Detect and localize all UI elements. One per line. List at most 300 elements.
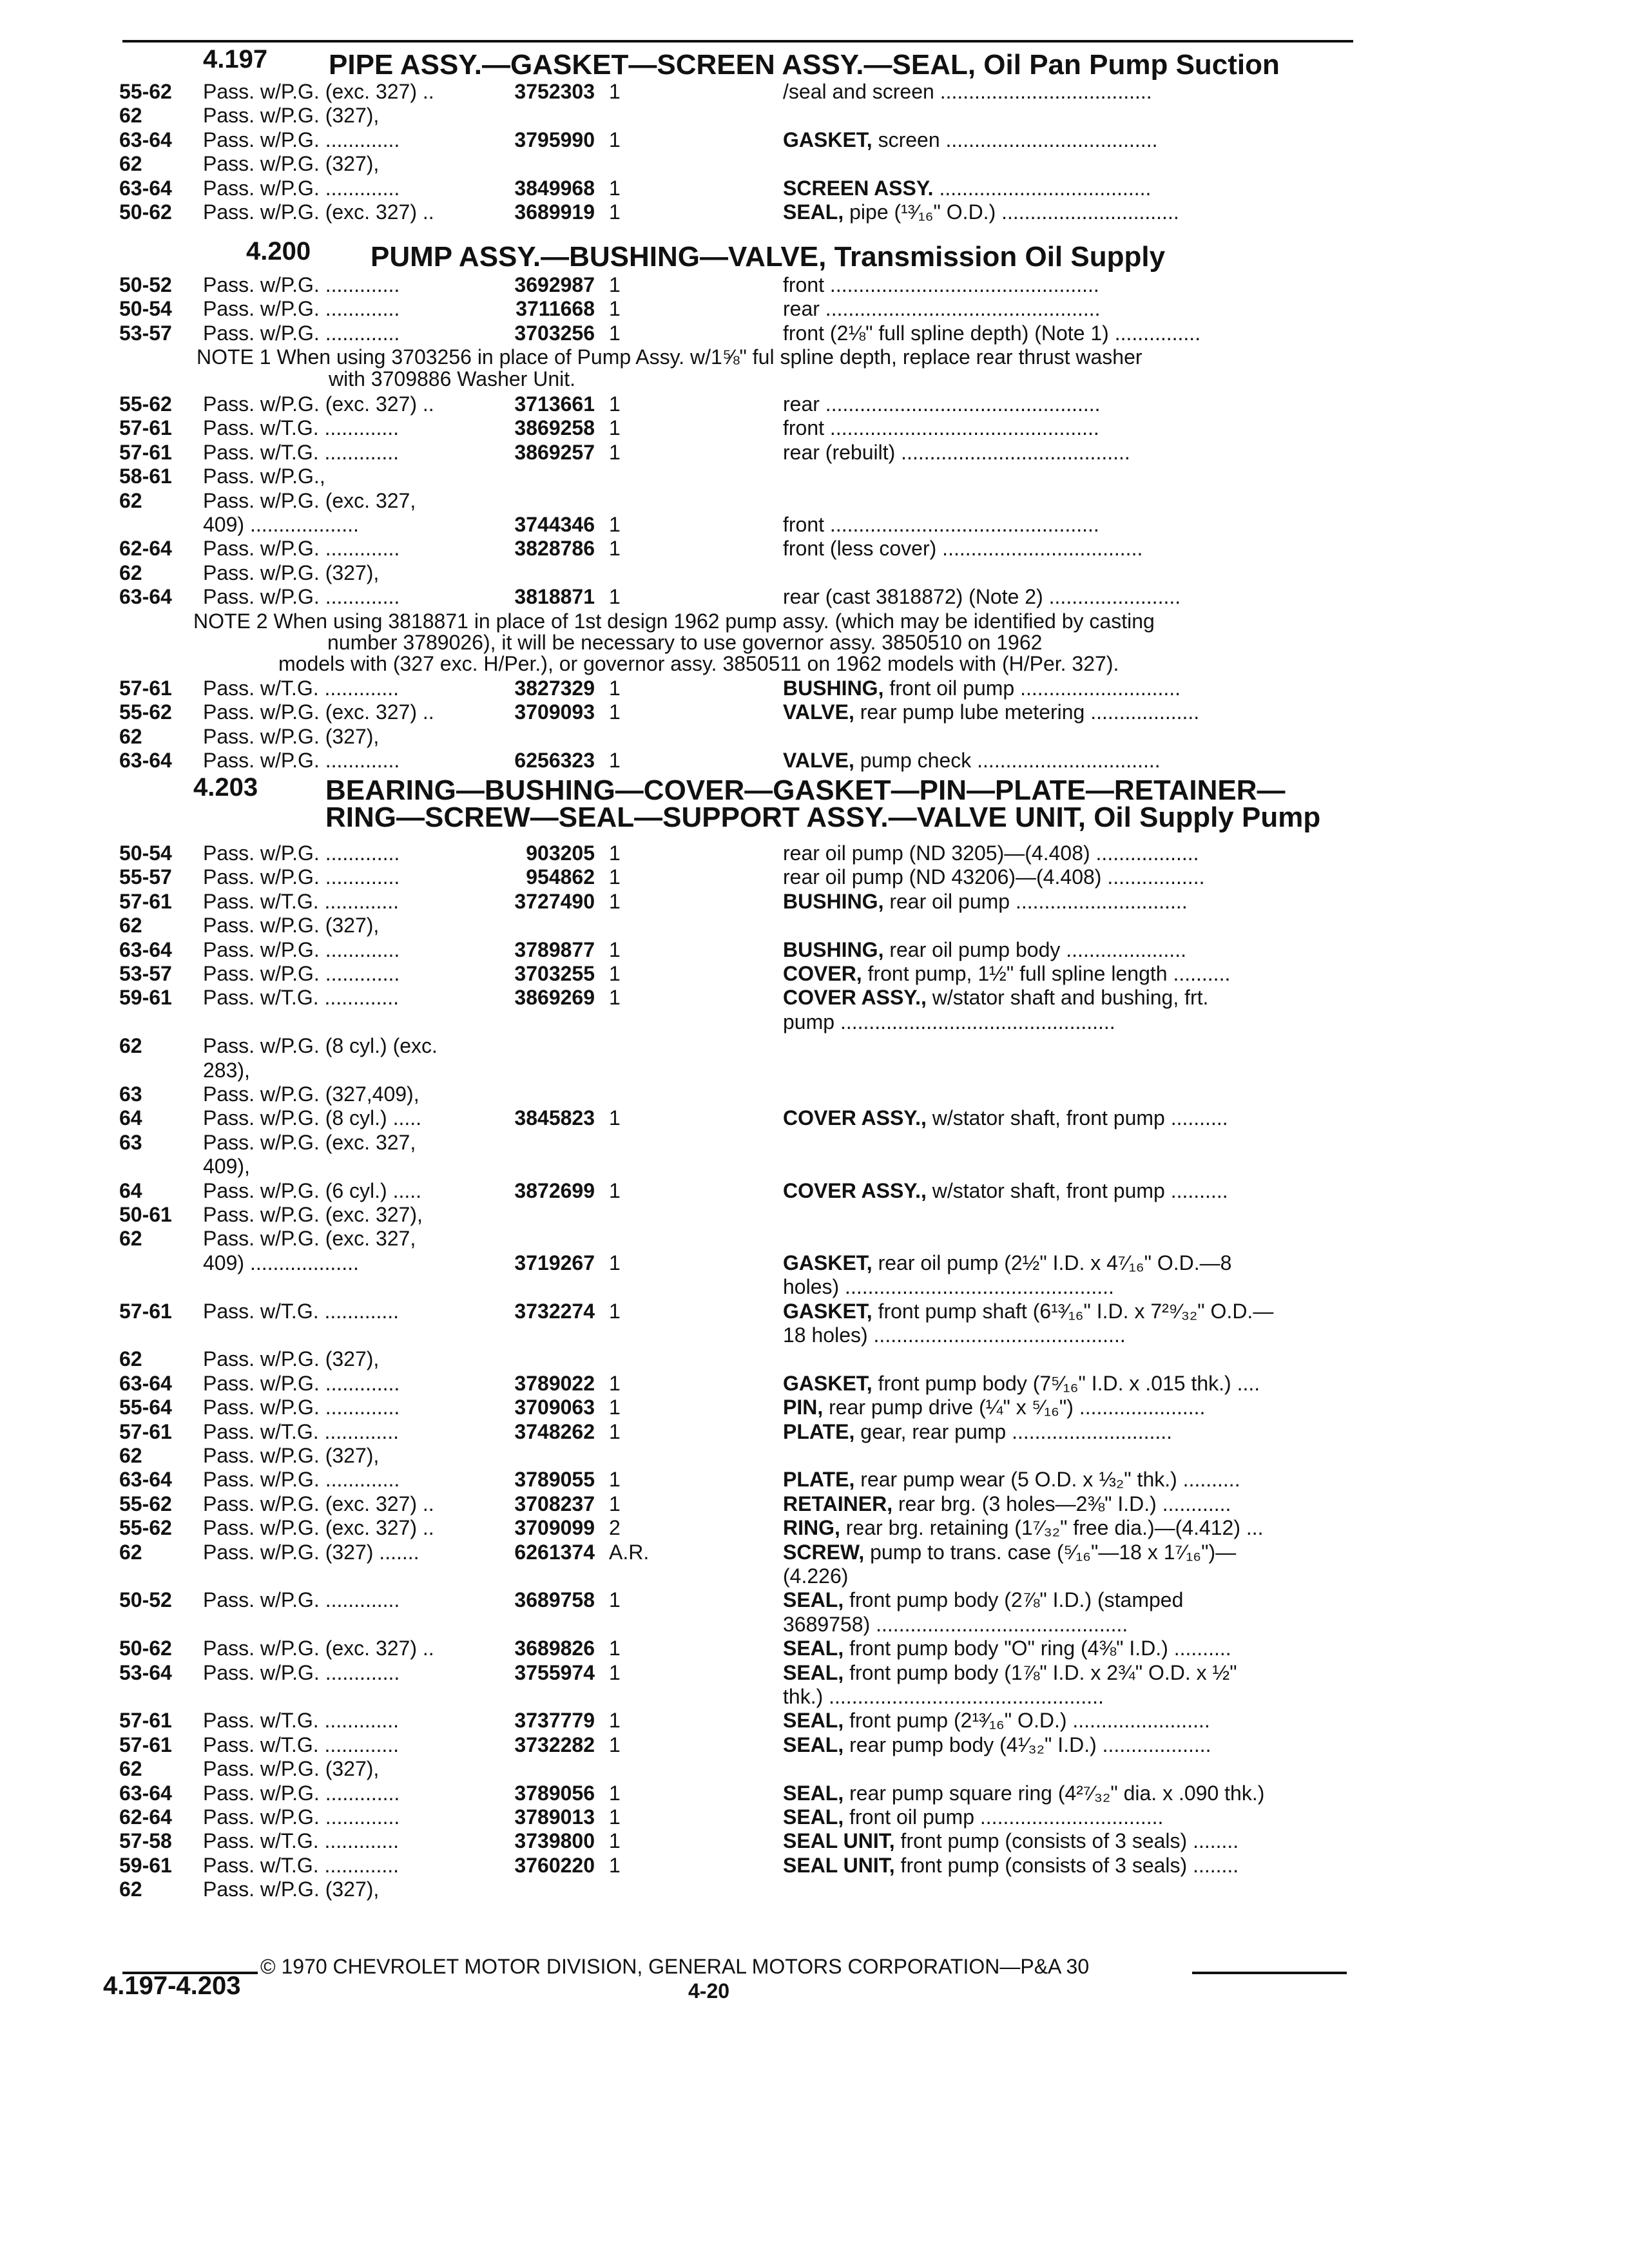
row-part-number: 3789055	[514, 1468, 595, 1492]
row-description-text: front pump (2¹³⁄₁₆" O.D.) ........................	[843, 1709, 1210, 1733]
table-row	[119, 1588, 1356, 1613]
row-description-keyword: VALVE,	[783, 749, 854, 772]
row-part-number: 3828786	[514, 537, 595, 561]
row-model: Pass. w/P.G. .............	[203, 841, 400, 865]
table-row	[119, 962, 1356, 986]
table-row	[119, 104, 1356, 128]
row-quantity: 1	[609, 273, 621, 296]
table-row	[119, 1155, 1356, 1179]
row-quantity: 1	[609, 865, 621, 889]
table-row	[119, 1878, 1356, 1902]
table-row	[119, 1782, 1356, 1806]
table-row	[119, 561, 1356, 586]
row-model: Pass. w/P.G. .............	[203, 937, 400, 961]
row-part-number: 3869269	[514, 986, 595, 1010]
table-row	[119, 128, 1356, 153]
row-part-number: 3737779	[514, 1709, 595, 1733]
row-years: 53-57	[119, 962, 172, 985]
table-row	[119, 890, 1356, 914]
row-years: 63-64	[119, 1371, 172, 1395]
row-description-text: front ...............................................	[783, 273, 1099, 296]
row-description-keyword: GASKET,	[783, 1299, 872, 1323]
row-model: Pass. w/T.G. .............	[203, 440, 400, 464]
row-model: Pass. w/P.G. .............	[203, 176, 400, 200]
row-model: 409) ...................	[203, 1251, 359, 1274]
row-description-text: front oil pump ............................	[883, 676, 1181, 700]
row-description	[783, 1854, 1350, 1878]
row-years: 50-52	[119, 1588, 172, 1612]
row-description-keyword: SEAL UNIT,	[783, 1853, 895, 1877]
table-row	[119, 513, 1356, 537]
row-description-keyword: RETAINER,	[783, 1492, 893, 1515]
row-model: Pass. w/P.G. (exc. 327) ..	[203, 1492, 434, 1515]
row-description	[783, 1637, 1350, 1660]
row-description	[783, 1300, 1350, 1323]
row-model: Pass. w/P.G. (exc. 327) ..	[203, 700, 434, 724]
row-quantity: 1	[609, 1178, 621, 1202]
row-quantity: 1	[609, 297, 621, 321]
row-part-number: 3795990	[514, 128, 595, 151]
row-years: 63	[119, 1130, 142, 1154]
row-model: Pass. w/P.G. .............	[203, 128, 400, 151]
row-years: 62	[119, 561, 142, 584]
table-row	[119, 1541, 1356, 1565]
row-quantity: 1	[609, 1251, 621, 1274]
table-row	[119, 1251, 1356, 1276]
row-description	[783, 1829, 1350, 1853]
row-quantity: 1	[609, 416, 621, 440]
row-description	[783, 1661, 1350, 1685]
row-years: 55-62	[119, 80, 172, 103]
row-description-text: 3689758) ............................................	[783, 1612, 1128, 1636]
row-years: 55-62	[119, 392, 172, 416]
row-years: 55-64	[119, 1396, 172, 1419]
row-description-text: pump to trans. case (⁵⁄₁₆"—18 x 1⁷⁄₁₆")—	[864, 1540, 1237, 1564]
row-quantity: 1	[609, 1709, 621, 1733]
row-years: 62	[119, 152, 142, 176]
row-years: 62	[119, 1757, 142, 1781]
row-description-text: rear oil pump (2½" I.D. x 4⁷⁄₁₆" O.D.—8	[872, 1251, 1232, 1274]
row-description	[783, 749, 1350, 773]
row-model: Pass. w/P.G. (exc. 327),	[203, 1203, 423, 1226]
row-quantity: 1	[609, 700, 621, 724]
row-years: 50-62	[119, 200, 172, 224]
row-description	[783, 177, 1350, 200]
row-quantity: 1	[609, 1805, 621, 1829]
row-quantity: 1	[609, 440, 621, 464]
row-description-text: rear oil pump ..............................	[883, 889, 1188, 913]
row-years: 57-61	[119, 1709, 172, 1733]
row-description	[783, 1733, 1350, 1757]
note-2-line-1: NOTE 2 When using 3818871 in place of 1st design 1962 pump assy. (which may be identified by casting	[193, 609, 1155, 633]
table-row	[119, 297, 1356, 322]
section-title: PUMP ASSY.—BUSHING—VALVE, Transmission Oil Supply	[371, 241, 1166, 273]
row-part-number: 3869258	[514, 416, 595, 440]
row-description-keyword: SEAL,	[783, 1588, 844, 1612]
row-description	[783, 1275, 1350, 1299]
row-model: Pass. w/P.G. .............	[203, 1396, 400, 1419]
row-years: 62	[119, 1347, 142, 1371]
row-description	[783, 1782, 1350, 1805]
row-model: Pass. w/T.G. .............	[203, 889, 400, 913]
row-description	[783, 441, 1350, 465]
row-model: Pass. w/T.G. .............	[203, 1829, 400, 1853]
row-quantity: 1	[609, 1829, 621, 1853]
row-years: 59-61	[119, 986, 172, 1010]
row-description-keyword: SEAL,	[783, 1709, 844, 1733]
row-years: 62	[119, 104, 142, 128]
row-description-text: rear brg. (3 holes—2⅜" I.D.) ............	[892, 1492, 1231, 1515]
row-model: Pass. w/P.G. (exc. 327,	[203, 1130, 416, 1154]
row-model: Pass. w/P.G. (exc. 327) ..	[203, 80, 434, 103]
table-row	[119, 1854, 1356, 1878]
row-description	[783, 416, 1350, 440]
row-part-number: 3845823	[514, 1106, 595, 1130]
table-row	[119, 1034, 1356, 1059]
row-model: Pass. w/T.G. .............	[203, 986, 400, 1010]
row-quantity: 1	[609, 80, 621, 103]
row-years: 55-62	[119, 1492, 172, 1515]
row-years: 63-64	[119, 1468, 172, 1492]
row-description-keyword: PLATE,	[783, 1468, 855, 1492]
row-model: Pass. w/P.G. .............	[203, 962, 400, 985]
row-quantity: 1	[609, 1781, 621, 1805]
row-quantity: 1	[609, 1637, 621, 1660]
row-model: Pass. w/P.G. .............	[203, 321, 400, 345]
row-description-text: front pump body (7⁵⁄₁₆" I.D. x .015 thk.) ....	[872, 1371, 1260, 1395]
row-description-text: front pump body (1⅞" I.D. x 2¾" O.D. x ½"	[843, 1660, 1237, 1684]
row-description-text: rear pump square ring (4²⁷⁄₃₂" dia. x .090 thk.)	[843, 1781, 1265, 1805]
row-description	[783, 1468, 1350, 1492]
row-quantity: 1	[609, 513, 621, 536]
row-years: 63	[119, 1082, 142, 1106]
row-description-text: w/stator shaft and bushing, frt.	[926, 986, 1209, 1010]
row-description-text: rear brg. retaining (1⁷⁄₃₂" free dia.)—(4.412) ...	[840, 1516, 1264, 1540]
table-row	[119, 1179, 1356, 1204]
row-part-number: 3703255	[514, 962, 595, 985]
row-description	[783, 513, 1350, 537]
row-model: Pass. w/T.G. .............	[203, 1299, 400, 1323]
row-part-number: 3869257	[514, 440, 595, 464]
section-title-line-1: BEARING—BUSHING—COVER—GASKET—PIN—PLATE—RETAINER—	[325, 774, 1286, 806]
row-model: Pass. w/P.G. (327),	[203, 1757, 380, 1781]
table-row	[119, 1685, 1356, 1709]
table-row	[119, 322, 1356, 346]
row-model: Pass. w/P.G. (6 cyl.) .....	[203, 1178, 422, 1202]
row-description-keyword: SEAL,	[783, 1781, 844, 1805]
row-model: Pass. w/P.G. (327),	[203, 724, 380, 748]
row-description-text: w/stator shaft, front pump ..........	[926, 1178, 1228, 1202]
table-row	[119, 1805, 1356, 1830]
row-years: 50-61	[119, 1203, 172, 1226]
row-model: Pass. w/T.G. .............	[203, 1853, 400, 1877]
row-description	[783, 1541, 1350, 1564]
row-description	[783, 1805, 1350, 1829]
row-part-number: 3692987	[514, 273, 595, 296]
row-years: 63-64	[119, 749, 172, 772]
footer-range: 4.197-4.203	[103, 1972, 241, 2000]
row-years: 57-58	[119, 1829, 172, 1853]
row-description	[783, 1396, 1350, 1419]
row-description-text: front pump body (2⅞" I.D.) (stamped	[843, 1588, 1184, 1612]
table-row	[119, 1203, 1356, 1227]
row-years: 62	[119, 1034, 142, 1058]
row-quantity: 1	[609, 200, 621, 224]
row-quantity: 1	[609, 176, 621, 200]
row-quantity: 1	[609, 321, 621, 345]
row-model: Pass. w/P.G. (327),	[203, 914, 380, 937]
row-years: 55-62	[119, 700, 172, 724]
row-description	[783, 865, 1350, 889]
row-description-text: screen .....................................	[872, 128, 1158, 151]
row-model: Pass. w/T.G. .............	[203, 1419, 400, 1443]
section-number: 4.200	[246, 237, 311, 265]
row-years: 55-57	[119, 865, 172, 889]
row-model: Pass. w/P.G. (327),	[203, 1878, 380, 1901]
row-quantity: 1	[609, 986, 621, 1010]
row-years: 57-61	[119, 889, 172, 913]
row-part-number: 3727490	[514, 889, 595, 913]
row-model: Pass. w/P.G. (327),	[203, 104, 380, 128]
row-part-number: 6261374	[514, 1540, 595, 1564]
row-years: 63-64	[119, 176, 172, 200]
row-description-text: rear (rebuilt) ........................................	[783, 440, 1130, 464]
row-quantity: 1	[609, 585, 621, 609]
section-title-line-2: RING—SCREW—SEAL—SUPPORT ASSY.—VALVE UNIT, Oil Supply Pump	[325, 802, 1321, 833]
row-description-text: rear pump lube metering ...................	[854, 700, 1200, 724]
row-years: 58-61	[119, 465, 172, 488]
table-row	[119, 392, 1356, 417]
row-part-number: 3755974	[514, 1660, 595, 1684]
row-description-keyword: VALVE,	[783, 700, 854, 724]
row-description-keyword: GASKET,	[783, 1371, 872, 1395]
row-description-text: 18 holes) ............................................	[783, 1323, 1126, 1347]
row-part-number: 3732282	[514, 1733, 595, 1756]
row-model: Pass. w/P.G. (exc. 327) ..	[203, 1637, 434, 1660]
row-quantity: 1	[609, 128, 621, 151]
table-row	[119, 914, 1356, 938]
row-description	[783, 677, 1350, 700]
row-description	[783, 1564, 1350, 1588]
row-description-keyword: SEAL,	[783, 200, 844, 224]
row-model: Pass. w/P.G. .............	[203, 1588, 400, 1612]
row-description	[783, 986, 1350, 1010]
row-description-keyword: SEAL UNIT,	[783, 1829, 895, 1853]
row-description-text: rear oil pump (ND 3205)—(4.408) ..................	[783, 841, 1199, 865]
table-row	[119, 1323, 1356, 1348]
row-part-number: 903205	[526, 841, 595, 865]
row-description-text: rear (cast 3818872) (Note 2) .......................	[783, 585, 1181, 609]
row-part-number: 3708237	[514, 1492, 595, 1515]
row-part-number: 3748262	[514, 1419, 595, 1443]
table-row	[119, 700, 1356, 725]
table-row	[119, 1300, 1356, 1324]
row-description-text: pipe (¹³⁄₁₆" O.D.) ...............................	[843, 200, 1179, 224]
row-model: Pass. w/P.G. (exc. 327,	[203, 488, 416, 512]
table-row	[119, 489, 1356, 514]
row-description-text: /seal and screen .....................................	[783, 80, 1152, 103]
row-part-number: 3849968	[514, 176, 595, 200]
row-years: 57-61	[119, 1419, 172, 1443]
row-description-text: pump check ................................	[854, 749, 1161, 772]
row-part-number: 954862	[526, 865, 595, 889]
footer-copyright: © 1970 CHEVROLET MOTOR DIVISION, GENERAL MOTORS CORPORATION—P&A 30	[260, 1955, 1090, 1978]
row-description-text: front ...............................................	[783, 416, 1099, 440]
row-part-number: 3872699	[514, 1178, 595, 1202]
row-model: Pass. w/P.G. (exc. 327) ..	[203, 1516, 434, 1540]
row-years: 62-64	[119, 1805, 172, 1829]
row-description	[783, 1323, 1350, 1347]
table-row	[119, 1757, 1356, 1782]
row-description	[783, 200, 1350, 224]
row-model: Pass. w/P.G. (327,409),	[203, 1082, 419, 1106]
row-description	[783, 1709, 1350, 1733]
row-years: 53-64	[119, 1660, 172, 1684]
row-quantity: 1	[609, 1371, 621, 1395]
row-description	[783, 1492, 1350, 1516]
row-description-text: .....................................	[933, 176, 1152, 200]
row-model: Pass. w/P.G. .............	[203, 537, 400, 561]
table-row	[119, 1492, 1356, 1517]
table-row	[119, 1829, 1356, 1854]
row-model: Pass. w/P.G. .............	[203, 585, 400, 609]
row-model: 283),	[203, 1058, 250, 1082]
row-description	[783, 962, 1350, 986]
section-number: 4.203	[193, 773, 258, 802]
row-description-keyword: SEAL,	[783, 1637, 844, 1660]
row-part-number: 3789013	[514, 1805, 595, 1829]
row-description-text: front (2⅛" full spline depth) (Note 1) ...............	[783, 321, 1201, 345]
row-years: 50-54	[119, 297, 172, 321]
row-description-text: (4.226)	[783, 1564, 849, 1588]
row-part-number: 3752303	[514, 80, 595, 103]
row-years: 50-54	[119, 841, 172, 865]
table-row	[119, 1637, 1356, 1661]
row-model: Pass. w/P.G. (exc. 327,	[203, 1227, 416, 1251]
row-model: Pass. w/P.G. (327),	[203, 1444, 380, 1467]
table-row	[119, 152, 1356, 177]
row-model: Pass. w/P.G.,	[203, 465, 325, 488]
section-number: 4.197	[203, 45, 268, 73]
row-years: 50-52	[119, 273, 172, 296]
row-years: 62	[119, 1444, 142, 1467]
row-model: Pass. w/P.G. (exc. 327) ..	[203, 392, 434, 416]
footer-page-number: 4-20	[688, 1979, 730, 2003]
row-description-keyword: COVER,	[783, 962, 862, 985]
row-part-number: 3789022	[514, 1371, 595, 1395]
row-description	[783, 1420, 1350, 1444]
row-part-number: 3709099	[514, 1516, 595, 1540]
row-years: 64	[119, 1106, 142, 1130]
row-description	[783, 1685, 1350, 1709]
table-row	[119, 1227, 1356, 1251]
row-quantity: 1	[609, 1468, 621, 1492]
table-row	[119, 725, 1356, 749]
row-description-keyword: COVER ASSY.,	[783, 986, 927, 1010]
row-description	[783, 273, 1350, 297]
row-description-text: front oil pump ................................	[843, 1805, 1164, 1829]
table-row	[119, 1082, 1356, 1107]
table-row	[119, 865, 1356, 890]
row-description-text: front pump body "O" ring (4⅜" I.D.) ..........	[843, 1637, 1231, 1660]
row-description-keyword: SCREEN ASSY.	[783, 176, 934, 200]
row-description-keyword: COVER ASSY.,	[783, 1106, 927, 1130]
row-years: 57-61	[119, 416, 172, 440]
row-model: Pass. w/T.G. .............	[203, 1733, 400, 1756]
row-model: Pass. w/P.G. .............	[203, 1371, 400, 1395]
row-model: Pass. w/T.G. .............	[203, 1709, 400, 1733]
row-model: Pass. w/P.G. .............	[203, 273, 400, 296]
row-description-text: front (less cover) ...................................	[783, 537, 1143, 561]
row-description-text: front pump (consists of 3 seals) ........	[894, 1853, 1239, 1877]
table-row	[119, 273, 1356, 298]
table-row	[119, 1564, 1356, 1589]
row-description-text: holes) ...............................................	[783, 1275, 1114, 1299]
row-part-number: 6256323	[514, 749, 595, 772]
row-description-keyword: PIN,	[783, 1396, 824, 1419]
row-description	[783, 1179, 1350, 1203]
row-years: 63-64	[119, 128, 172, 151]
row-quantity: A.R.	[609, 1540, 650, 1564]
row-description	[783, 128, 1350, 152]
row-part-number: 3744346	[514, 513, 595, 536]
row-part-number: 3689919	[514, 200, 595, 224]
row-description-text: front ...............................................	[783, 513, 1099, 536]
row-part-number: 3827329	[514, 676, 595, 700]
row-quantity: 1	[609, 676, 621, 700]
row-quantity: 1	[609, 1419, 621, 1443]
row-quantity: 1	[609, 1733, 621, 1756]
row-description	[783, 322, 1350, 345]
row-years: 50-62	[119, 1637, 172, 1660]
row-quantity: 1	[609, 1396, 621, 1419]
row-model: Pass. w/P.G. (8 cyl.) .....	[203, 1106, 422, 1130]
row-model: Pass. w/P.G. (exc. 327) ..	[203, 200, 434, 224]
row-description-keyword: PLATE,	[783, 1419, 855, 1443]
row-description-text: rear pump drive (¼" x ⁵⁄₁₆") ......................	[823, 1396, 1206, 1419]
row-description-text: front pump (consists of 3 seals) ........	[894, 1829, 1239, 1853]
row-part-number: 3789877	[514, 937, 595, 961]
table-row	[119, 1733, 1356, 1758]
row-description	[783, 1251, 1350, 1275]
row-quantity: 1	[609, 889, 621, 913]
row-description-text: front pump, 1½" full spline length ..........	[862, 962, 1231, 985]
row-part-number: 3789056	[514, 1781, 595, 1805]
table-row	[119, 441, 1356, 465]
table-row	[119, 1516, 1356, 1541]
row-description	[783, 585, 1350, 609]
row-description	[783, 890, 1350, 914]
row-description-keyword: GASKET,	[783, 128, 872, 151]
row-model: Pass. w/P.G. .............	[203, 1805, 400, 1829]
table-row	[119, 1372, 1356, 1396]
row-description	[783, 1588, 1350, 1612]
row-description-text: rear oil pump body .....................	[883, 937, 1186, 961]
row-model: Pass. w/P.G. .............	[203, 749, 400, 772]
row-model: Pass. w/P.G. (8 cyl.) (exc.	[203, 1034, 438, 1058]
row-description-keyword: SCREW,	[783, 1540, 865, 1564]
table-row	[119, 80, 1356, 104]
row-years: 62	[119, 1878, 142, 1901]
table-row	[119, 1059, 1356, 1083]
table-row	[119, 938, 1356, 963]
row-years: 63-64	[119, 585, 172, 609]
table-row	[119, 1106, 1356, 1131]
table-row	[119, 1420, 1356, 1445]
note-1-line-2: with 3709886 Washer Unit.	[329, 367, 576, 390]
row-description	[783, 700, 1350, 724]
row-description-text: thk.) ................................................	[783, 1685, 1104, 1708]
